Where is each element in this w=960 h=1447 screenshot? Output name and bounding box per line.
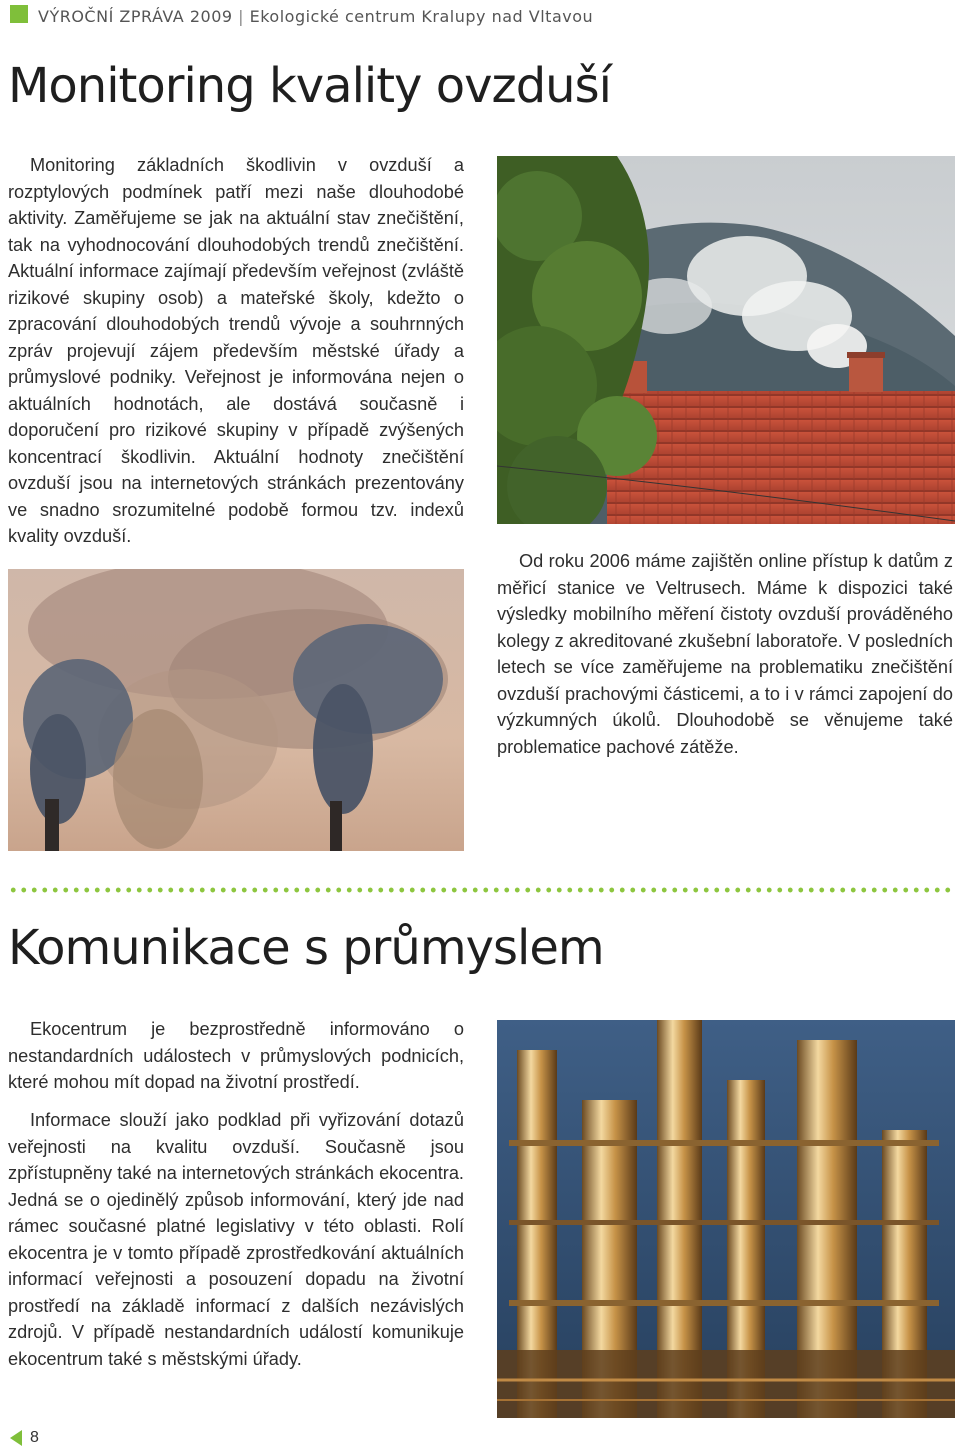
running-header [38,7,593,26]
industry-paragraph-1 [8,1016,464,1096]
section-title-monitoring: Monitoring kvality ovzduší [8,58,611,114]
organization-name: Ekologické centrum Kralupy nad Vltavou [249,7,594,26]
photo-smokestacks [8,569,464,851]
page-number: 8 [30,1429,39,1446]
industry-paragraph-2 [8,1107,464,1372]
page-number-arrow-icon [10,1430,22,1446]
section-title-industry: Komunikace s průmyslem [8,920,604,976]
section-divider-dotted [8,887,954,893]
report-title: VÝROČNÍ ZPRÁVA 2009 [38,7,233,26]
photo-roof-chimneys [497,156,955,524]
industry-paragraph-1-text: Ekocentrum je bezprostředně informováno o nestandardních událostech v průmyslových podnicích, které mohou mít dopad na životní prostředí. [8,1019,464,1092]
industry-paragraph-2-text: Informace slouží jako podklad při vyřizování dotazů veřejnosti na kvalitu ovzduší. Současně jsou zpřístupněny také na internetových stránkách ekocentra. Jedná se o ojedinělý způsob informování, který jde nad rámec současné platné legislativy v této oblasti. Rolí ekocentra je v tomto případě zprostředkování aktuálních informací veřejnosti a posouzení dopadu na životní prostředí na základě informací z dalších nezávislých zdrojů. V případě nestandardních událostí komunikuje ekocentrum také s městskými úřady. [8,1110,464,1369]
monitoring-paragraph-right-text: Od roku 2006 máme zajištěn online přístup k datům z měřicí stanice ve Veltrusech. Máme k dispozici také výsledky mobilního měření čistoty ovzduší prováděného kolegy z akreditované zkušební laboratoře. V posledních letech se více zaměřujeme na problematiku znečištění ovzduší prachovými částicemi, a to i v rámci zapojení do výzkumných úkolů. Dlouhodobě se věnujeme také problematice pachové zátěže. [497,551,953,757]
header-accent-square [10,5,28,23]
monitoring-paragraph-right [497,548,953,760]
photo-refinery [497,1020,955,1418]
monitoring-paragraph-left [8,152,464,550]
header-separator: | [238,7,245,26]
monitoring-paragraph-left-text: Monitoring základních škodlivin v ovzduší a rozptylových podmínek patří mezi naše dlouhodobé aktivity. Zaměřujeme se jak na aktuální stav znečištění, tak na vyhodnocování dlouhodobých trendů znečištění. Aktuální informace zajímají především veřejnost (zvláště rizikové skupiny osob) a mateřské školy, kdežto o zpracování dlouhodobých trendů vývoje a souhrnných zpráv projevují zájem především městské úřady a průmyslové podniky. Veřejnost je informována nejen o aktuálních hodnotách, ale dostává současně i doporučení pro rizikové skupiny v případě zvýšených koncentrací škodlivin. Aktuální hodnoty znečištění ovzduší jsou na internetových stránkách prezentovány ve snadno srozumitelné podobě formou tzv. indexů kvality ovzduší. [8,155,464,546]
